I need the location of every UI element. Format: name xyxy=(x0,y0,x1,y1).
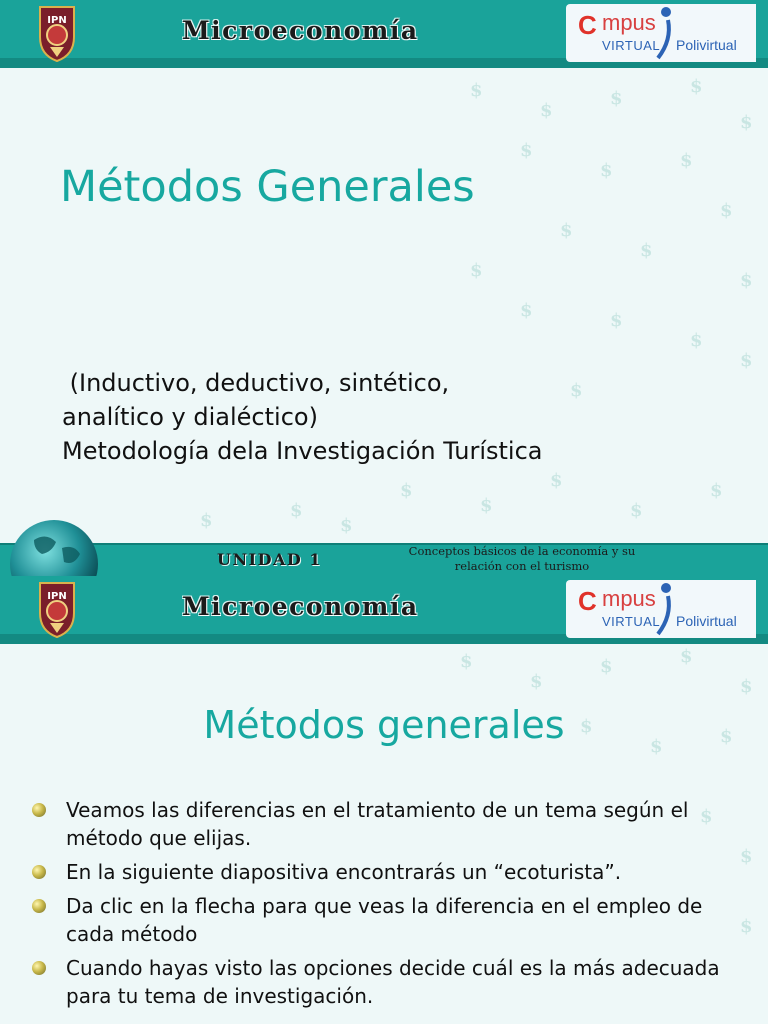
bullet-list xyxy=(30,796,750,1016)
dollar-icon: $ xyxy=(520,300,533,321)
dollar-icon: $ xyxy=(470,80,483,101)
dollar-icon: $ xyxy=(560,220,573,241)
dollar-icon: $ xyxy=(720,200,733,221)
dollar-icon: $ xyxy=(740,350,753,371)
dollar-icon: $ xyxy=(480,495,493,516)
dollar-icon: $ xyxy=(600,656,613,677)
bullet-item xyxy=(30,796,750,852)
body-line: (Inductivo, deductivo, sintético, xyxy=(62,369,450,397)
dollar-icon: $ xyxy=(520,140,533,161)
dollar-icon: $ xyxy=(680,646,693,667)
dollar-icon: $ xyxy=(530,671,543,692)
dollar-icon: $ xyxy=(540,100,553,121)
dollar-icon: $ xyxy=(610,88,623,109)
slide-body xyxy=(62,366,742,468)
header-title: Microeconomía xyxy=(182,592,419,621)
campus-logo-c: C xyxy=(578,10,597,40)
header-title: Microeconomía xyxy=(182,16,419,45)
unit-label: UNIDAD 1 xyxy=(217,550,322,569)
ipn-logo-icon xyxy=(36,579,78,639)
bullet-icon xyxy=(32,803,46,817)
campus-logo-polivirtual: Polivirtual xyxy=(676,37,737,53)
dollar-icon: $ xyxy=(340,515,353,536)
dollar-icon: $ xyxy=(690,76,703,97)
bullet-text: Veamos las diferencias en el tratamiento de un tema según el método que elijas. xyxy=(66,798,689,850)
dollar-icon: $ xyxy=(610,310,623,331)
bullet-text: Cuando hayas visto las opciones decide cuál es la más adecuada para tu tema de investigación. xyxy=(66,956,720,1008)
bullet-text: En la siguiente diapositiva encontrarás un “ecoturista”. xyxy=(66,860,622,884)
dollar-icon: $ xyxy=(720,726,733,747)
slide-footer xyxy=(0,543,768,576)
dollar-icon: $ xyxy=(400,480,413,501)
swoosh-icon xyxy=(650,580,680,638)
bullet-text: Da clic en la flecha para que veas la diferencia en el empleo de cada método xyxy=(66,894,703,946)
dollar-icon: $ xyxy=(700,806,713,827)
bullet-item xyxy=(30,954,750,1010)
dollar-icon: $ xyxy=(200,510,213,531)
dollar-icon: $ xyxy=(650,736,663,757)
dollar-icon: $ xyxy=(580,716,593,737)
bullet-item xyxy=(30,892,750,948)
bullet-icon xyxy=(32,865,46,879)
svg-text:IPN: IPN xyxy=(47,591,67,602)
dollar-icon: $ xyxy=(640,240,653,261)
dollar-icon: $ xyxy=(550,470,563,491)
campus-logo-virtual: VIRTUAL xyxy=(602,614,661,629)
slide-title: Métodos Generales xyxy=(60,162,475,212)
slide-2 xyxy=(0,576,768,1024)
swoosh-icon xyxy=(650,4,680,62)
campus-logo-c: C xyxy=(578,586,597,616)
dollar-icon: $ xyxy=(290,500,303,521)
campus-virtual-logo xyxy=(566,580,756,638)
campus-logo-mpus: mpus xyxy=(602,10,656,35)
dollar-icon: $ xyxy=(630,500,643,521)
dollar-icon: $ xyxy=(570,380,583,401)
dollar-icon: $ xyxy=(740,270,753,291)
bullet-icon xyxy=(32,899,46,913)
campus-logo-virtual: VIRTUAL xyxy=(602,38,661,53)
ipn-logo-icon xyxy=(36,3,78,63)
dollar-icon: $ xyxy=(680,150,693,171)
body-line: Metodología dela Investigación Turística xyxy=(62,437,543,465)
slide-title: Métodos generales xyxy=(203,703,565,747)
slide-header xyxy=(0,0,768,68)
campus-logo-mpus: mpus xyxy=(602,586,656,611)
slide-header xyxy=(0,576,768,644)
body-line: analítico y dialéctico) xyxy=(62,403,318,431)
unit-description: Conceptos básicos de la economía y su relación con el turismo xyxy=(408,544,636,573)
bullet-item xyxy=(30,858,750,886)
dollar-icon: $ xyxy=(740,846,753,867)
dollar-icon: $ xyxy=(460,651,473,672)
campus-virtual-logo xyxy=(566,4,756,62)
globe-icon xyxy=(4,518,104,576)
dollar-icon: $ xyxy=(740,916,753,937)
bullet-icon xyxy=(32,961,46,975)
campus-logo-polivirtual: Polivirtual xyxy=(676,613,737,629)
dollar-icon: $ xyxy=(740,676,753,697)
dollar-icon: $ xyxy=(740,112,753,133)
dollar-icon: $ xyxy=(470,260,483,281)
svg-text:IPN: IPN xyxy=(47,15,67,26)
dollar-icon: $ xyxy=(710,480,723,501)
dollar-icon: $ xyxy=(690,330,703,351)
dollar-icon: $ xyxy=(600,160,613,181)
